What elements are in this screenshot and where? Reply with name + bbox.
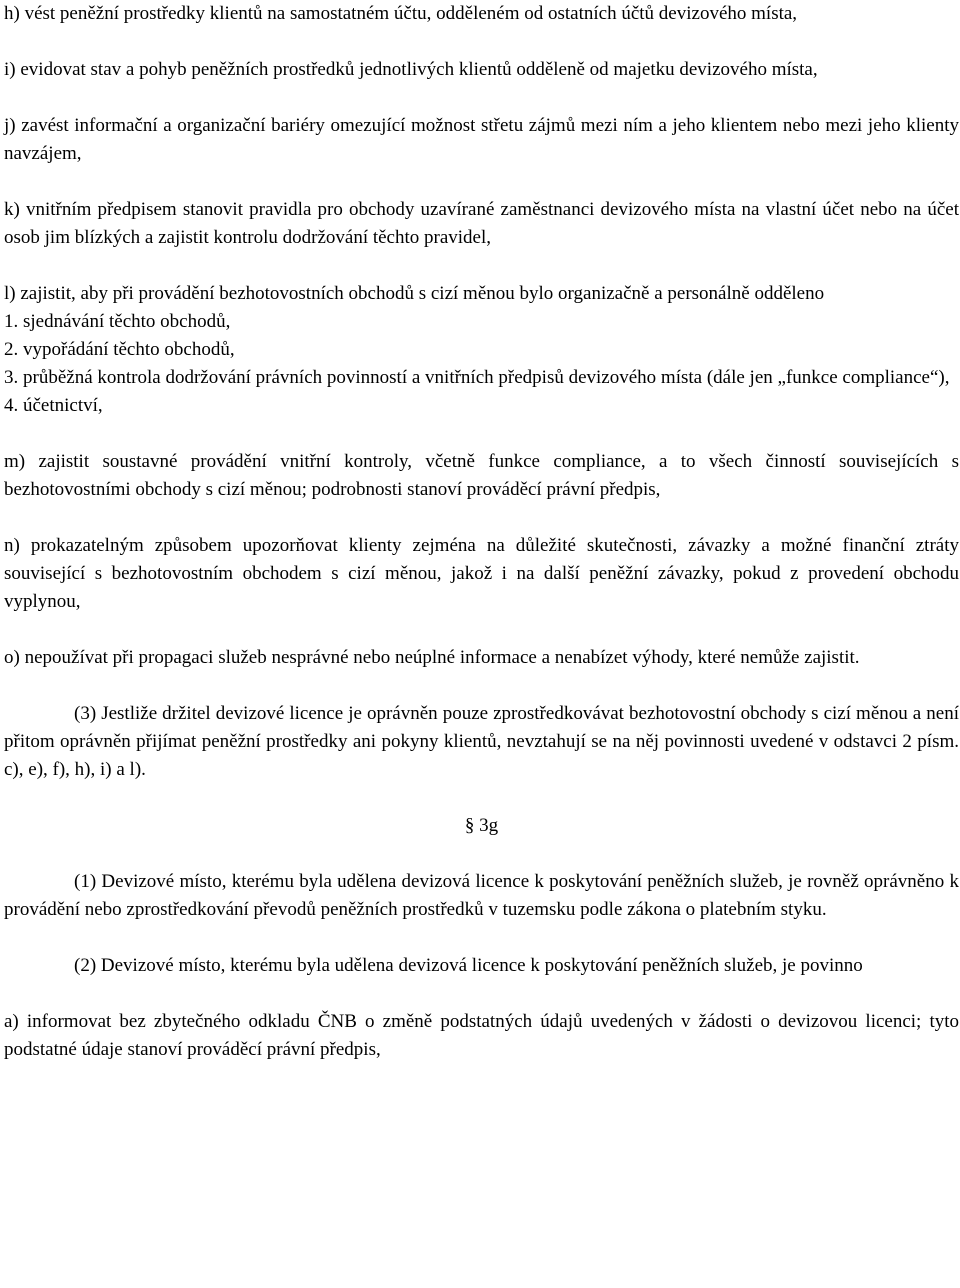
item-h: h) vést peněžní prostředky klientů na samostatném účtu, odděleném od ostatních účtů devizového místa,: [4, 3, 798, 24]
item-o: o) nepoužívat při propagaci služeb nesprávné nebo neúplné informace a nenabízet výhody, které nemůže zajistit.: [4, 647, 860, 668]
item-j: j) zavést informační a organizační bariéry omezující možnost střetu zájmů mezi ním a jeho klientem nebo mezi jeho klienty navzájem,: [4, 115, 959, 164]
item-k: k) vnitřním předpisem stanovit pravidla pro obchody uzavírané zaměstnanci devizového místa na vlastní účet nebo na účet osob jim blízkých a zajistit kontrolu dodržování těchto pravidel,: [4, 199, 959, 248]
item-l: l) zajistit, aby při provádění bezhotovostních obchodů s cizí měnou bylo organizačně a personálně odděleno: [4, 283, 825, 304]
section-heading: § 3g: [464, 815, 499, 836]
section-item-a: a) informovat bez zbytečného odkladu ČNB o změně podstatných údajů uvedených v žádosti o devizovou licenci; tyto podstatné údaje stanoví prováděcí právní předpis,: [4, 1011, 959, 1060]
sublist-item-4: 4. účetnictví,: [4, 395, 103, 416]
item-i: i) evidovat stav a pohyb peněžních prostředků jednotlivých klientů odděleně od majetku devizového místa,: [4, 59, 818, 80]
section-paragraph-1: (1) Devizové místo, kterému byla udělena devizová licence k poskytování peněžních služeb, je rovněž oprávněno k provádění nebo zprostředkování převodů peněžních prostředků v tuzemsku podle zákona o platebním styku.: [4, 871, 959, 920]
sublist-item-1: 1. sjednávání těchto obchodů,: [4, 311, 231, 332]
sublist-item-2: 2. vypořádání těchto obchodů,: [4, 339, 235, 360]
paragraph-3: (3) Jestliže držitel devizové licence je oprávněn pouze zprostředkovávat bezhotovostní obchody s cizí měnou a není přitom oprávněn přijímat peněžní prostředky ani pokyny klientů, nevztahují se na něj povinnosti uvedené v odstavci 2 písm. c), e), f), h), i) a l).: [4, 703, 959, 780]
section-paragraph-2: (2) Devizové místo, kterému byla udělena devizová licence k poskytování peněžních služeb, je povinno: [74, 955, 863, 976]
sublist-item-3: 3. průběžná kontrola dodržování právních povinností a vnitřních předpisů devizového místa (dále jen „funkce compliance“),: [4, 367, 950, 388]
item-n: n) prokazatelným způsobem upozorňovat klienty zejména na důležité skutečnosti, závazky a možné finanční ztráty související s bezhotovostním obchodem s cizí měnou, jakož i na další peněžní závazky, pokud z provedení obchodu vyplynou,: [4, 535, 959, 612]
item-m: m) zajistit soustavné provádění vnitřní kontroly, včetně funkce compliance, a to všech činností souvisejících s bezhotovostními obchody s cizí měnou; podrobnosti stanoví prováděcí právní předpis,: [4, 451, 959, 500]
document-page: [4, 0, 959, 1064]
